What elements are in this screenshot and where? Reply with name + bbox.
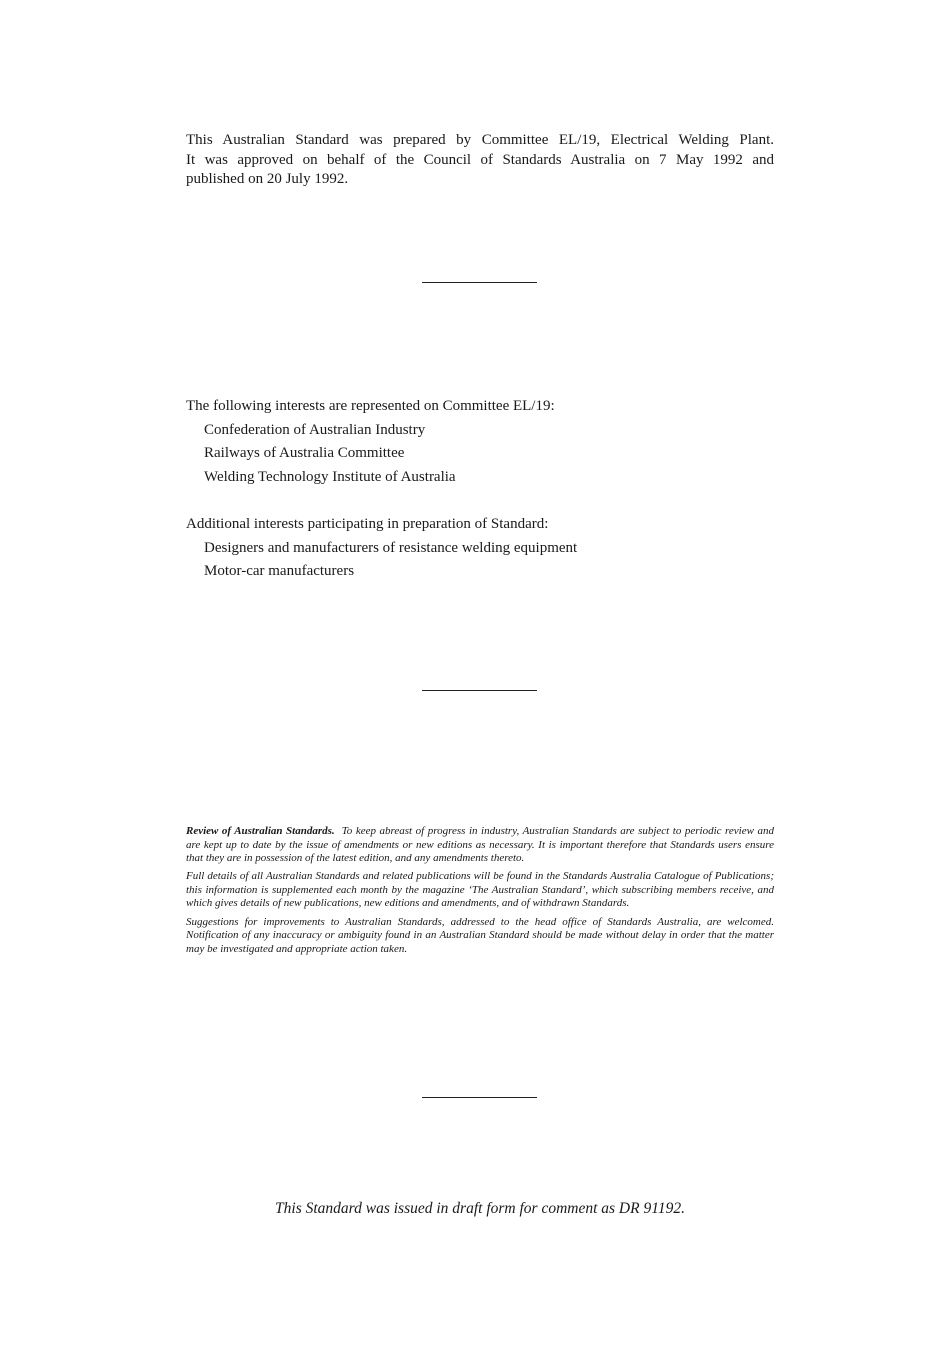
committee-interest-item: Confederation of Australian Industry — [204, 421, 426, 438]
committee-interests-section — [186, 395, 774, 584]
additional-interest-item: Designers and manufacturers of resistance welding equipment — [204, 539, 578, 556]
committee-interests-heading: The following interests are represented on Committee EL/19: — [186, 398, 555, 414]
review-paragraph-3: Suggestions for improvements to Australian Standards, addressed to the head office of Standards Australia, are welcomed. Notification of any inaccuracy or ambiguity found in an Australian Standard should be made without delay in order that the matter may be investigated and appropriate action taken. — [186, 915, 774, 955]
divider-rule-bottom — [422, 1097, 537, 1098]
committee-interest-item: Welding Technology Institute of Australia — [204, 468, 456, 485]
divider-rule-top — [422, 282, 537, 283]
review-notes-section — [186, 825, 774, 961]
preparation-line-3: published on 20 July 1992. — [186, 171, 349, 187]
review-title: Review of Australian Standards. — [186, 825, 335, 837]
committee-interest-item: Railways of Australia Committee — [204, 445, 405, 461]
review-paragraph-1 — [186, 825, 774, 866]
draft-issue-note: This Standard was issued in draft form for comment as DR 91192. — [275, 1200, 685, 1217]
preparation-statement — [186, 131, 774, 190]
divider-rule-middle — [422, 690, 537, 691]
section-spacer — [186, 489, 774, 513]
preparation-line-2: It was approved on behalf of the Council of Standards Australia on 7 May 1992 and — [186, 151, 774, 168]
review-paragraph-1-text: To keep abreast of progress in industry, Australian Standards are subject to periodic review and are kept up to date by the issue of amendments or new editions as necessary. It is important therefore that Standards users ensure that they are in possession of the latest edition, and any amendments thereto. — [186, 825, 774, 865]
preparation-line-1: This Australian Standard was prepared by Committee EL/19, Electrical Welding Plant. — [186, 132, 774, 148]
review-paragraph-2: Full details of all Australian Standards and related publications will be found in the Standards Australia Catalogue of Publications; this information is supplemented each month by the magazine ‘The Australian Standard’, which subscribing members receive, and which gives details of new publications, new editions and amendments, and of withdrawn Standards. — [186, 870, 774, 910]
additional-interest-item: Motor-car manufacturers — [204, 563, 355, 579]
additional-interests-heading: Additional interests participating in preparation of Standard: — [186, 516, 549, 532]
